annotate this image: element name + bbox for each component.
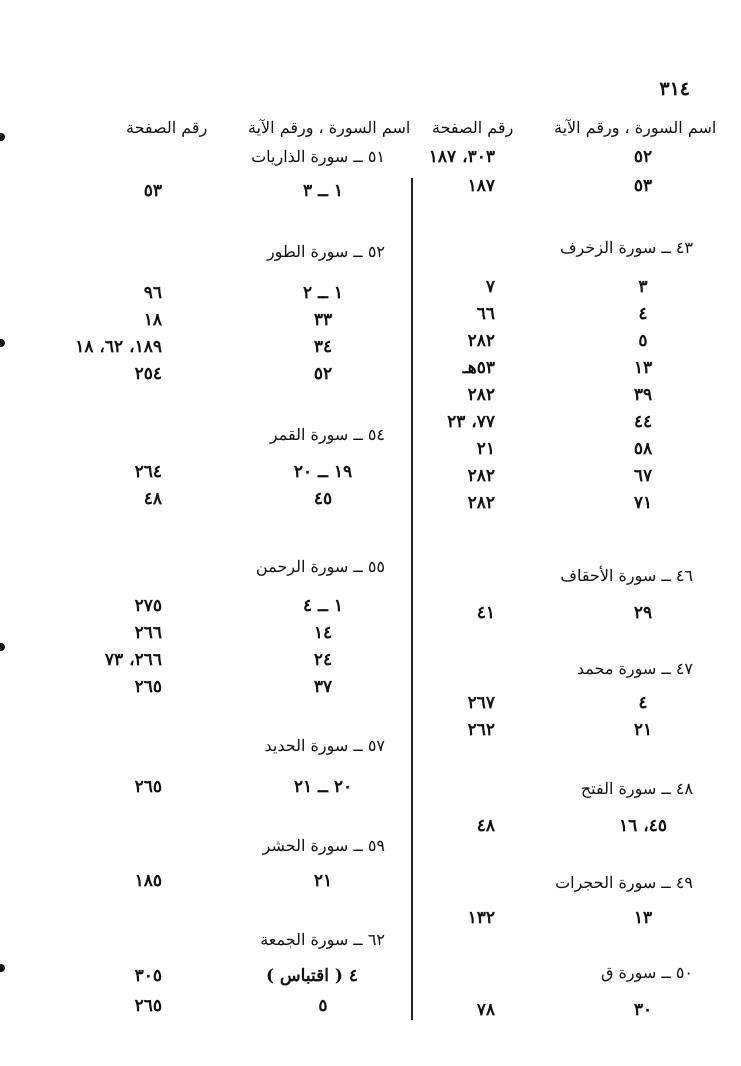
page-reference: ٤٨ <box>143 489 162 509</box>
surah-heading: ٥٩ ــ سورة الحشر <box>262 836 385 855</box>
page-reference: ١٨ <box>143 310 162 330</box>
verse-number: ٥٨ <box>633 439 653 459</box>
verse-number: ١ ــ ٢ <box>302 283 344 303</box>
page-number: ٣١٤ <box>659 78 690 100</box>
page-reference: ٧٨ <box>476 1000 495 1020</box>
left-surah-header: اسم السورة ، ورقم الآية <box>248 118 411 137</box>
surah-heading: ٤٦ ــ سورة الأحقاف <box>560 566 693 585</box>
verse-number: ٢٠ ــ ٢١ <box>293 777 353 797</box>
surah-heading: ٤٨ ــ سورة الفتح <box>580 779 693 798</box>
verse-number: ٣٤ <box>313 337 333 357</box>
page-reference: ٢٧٥ <box>134 596 162 616</box>
page-reference: ٩٦ <box>143 283 162 303</box>
margin-dot <box>0 133 5 141</box>
page-reference: ٥٣ <box>143 181 162 201</box>
page-reference: ٢٦٥ <box>134 677 162 697</box>
verse-number: ٦٧ <box>633 466 653 486</box>
verse-number: ١٣ <box>633 908 653 928</box>
verse-number: ٢٩ <box>633 603 653 623</box>
page-reference: ٥٣هـ <box>462 358 495 378</box>
verse-number: ٣٠ <box>633 1000 653 1020</box>
verse-number: ٧١ <box>633 493 653 513</box>
surah-heading: ٥٥ ــ سورة الرحمن <box>255 557 385 576</box>
page-reference: ١٣٢ <box>467 908 495 928</box>
verse-number: ٣٧ <box>313 677 333 697</box>
margin-dot <box>0 339 5 347</box>
page-reference: ١٨٧ <box>467 176 495 196</box>
surah-heading: ٦٢ ــ سورة الجمعة <box>260 930 385 949</box>
surah-heading: ٥١ ــ سورة الذاريات <box>251 147 385 166</box>
verse-number: ٢١ <box>633 720 653 740</box>
margin-dot <box>0 643 5 651</box>
surah-heading: ٥٤ ــ سورة القمر <box>269 425 385 444</box>
verse-number: ٣ <box>638 277 648 297</box>
surah-heading: ٥٧ ــ سورة الحديد <box>264 736 385 755</box>
page-reference: ٣٠٥ <box>134 966 162 986</box>
verse-number: ٤٥ <box>313 489 333 509</box>
page-reference: ١٨٥ <box>134 871 162 891</box>
page-reference: ٢٥٤ <box>134 364 162 384</box>
surah-heading: ٤٩ ــ سورة الحجرات <box>555 873 693 892</box>
verse-number: ٤٥، ١٦ <box>619 816 667 836</box>
verse-number: ٢١ <box>313 871 333 891</box>
page-reference: ٧٧، ٢٣ <box>447 412 495 432</box>
verse-number: ١٣ <box>633 358 653 378</box>
page-reference: ٦٦ <box>476 304 495 324</box>
verse-number: ١٩ ــ ٢٠ <box>293 462 353 482</box>
margin-dot <box>0 964 5 972</box>
page-reference: ٧ <box>485 277 495 297</box>
page-reference: ٤٨ <box>476 816 495 836</box>
page-reference: ١٨٩، ٦٢، ١٨ <box>75 337 162 357</box>
page-reference: ٢٦٢ <box>467 720 495 740</box>
surah-heading: ٤٧ ــ سورة محمد <box>576 659 693 678</box>
verse-number: ١٤ <box>313 623 333 643</box>
verse-number: ٤ <box>638 304 648 324</box>
page-reference: ٤١ <box>476 603 495 623</box>
page-reference: ٢٦٦ <box>134 623 162 643</box>
surah-heading: ٤٣ ــ سورة الزخرف <box>559 238 693 257</box>
page-reference: ٢٦٤ <box>134 462 162 482</box>
verse-number: ٤٤ <box>633 412 653 432</box>
page-reference: ٢٨٢ <box>467 493 495 513</box>
verse-number: ٥ <box>318 996 328 1016</box>
right-surah-header: اسم السورة ، ورقم الآية <box>554 118 717 137</box>
verse-number: ٥٣ <box>633 176 653 196</box>
verse-number: ٤ <box>638 693 648 713</box>
verse-number: ٤ ( اقتباس ) <box>265 966 358 986</box>
surah-heading: ٥٢ ــ سورة الطور <box>266 242 385 261</box>
page-reference: ٢٦٧ <box>467 693 495 713</box>
verse-number: ٣٣ <box>313 310 333 330</box>
page-reference: ٢٦٥ <box>134 996 162 1016</box>
verse-number: ١ ــ ٤ <box>302 596 344 616</box>
right-page-header: رقم الصفحة <box>432 118 514 137</box>
surah-heading: ٥٠ ــ سورة ق <box>600 963 693 982</box>
verse-number: ٥ <box>638 331 648 351</box>
page-reference: ٢٦٥ <box>134 777 162 797</box>
page-reference: ٣٠٣، ١٨٧ <box>428 147 495 167</box>
page-reference: ٢٨٢ <box>467 385 495 405</box>
verse-number: ٥٢ <box>313 364 333 384</box>
page-reference: ٢١ <box>476 439 495 459</box>
verse-number: ٥٢ <box>633 147 653 167</box>
page-reference: ٢٨٢ <box>467 466 495 486</box>
verse-number: ٢٤ <box>313 650 333 670</box>
left-page-header: رقم الصفحة <box>126 118 208 137</box>
verse-number: ١ ــ ٣ <box>302 181 344 201</box>
page-reference: ٢٦٦، ٧٣ <box>104 650 162 670</box>
verse-number: ٣٩ <box>633 385 653 405</box>
page-reference: ٢٨٢ <box>467 331 495 351</box>
